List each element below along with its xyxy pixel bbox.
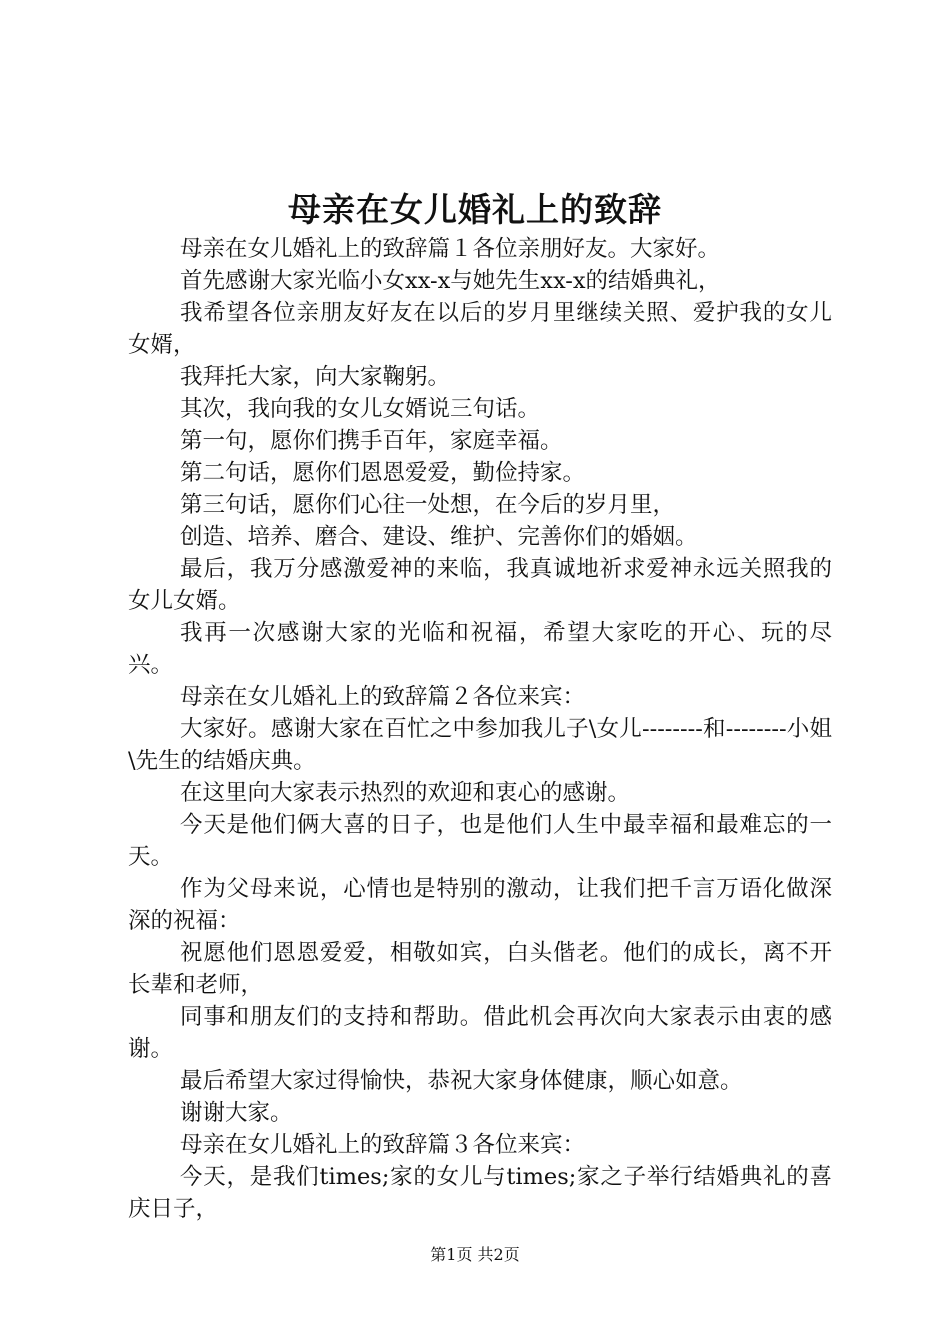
paragraph: 我再一次感谢大家的光临和祝福，希望大家吃的开心、玩的尽兴。 [128, 620, 832, 678]
paragraph: 最后，我万分感激爱神的来临，我真诚地祈求爱神永远关照我的女儿女婿。 [128, 556, 832, 614]
paragraph: 我拜托大家，向大家鞠躬。 [180, 364, 451, 390]
document-title: 母亲在女儿婚礼上的致辞 [288, 190, 662, 229]
paragraph: 谢谢大家。 [180, 1100, 293, 1126]
document-body [128, 233, 832, 1225]
paragraph: 创造、培养、磨合、建设、维护、完善你们的婚姻。 [180, 524, 698, 550]
paragraph: 首先感谢大家光临小女xx-x与她先生xx-x的结婚典礼， [180, 268, 721, 294]
paragraph: 母亲在女儿婚礼上的致辞篇１各位亲朋好友。大家好。 [180, 236, 721, 262]
paragraph: 我希望各位亲朋友好友在以后的岁月里继续关照、爱护我的女儿女婿， [128, 300, 832, 358]
paragraph: 作为父母来说，心情也是特别的激动，让我们把千言万语化做深深的祝福： [128, 876, 832, 934]
paragraph: 第二句话，愿你们恩恩爱爱，勤俭持家。 [180, 460, 586, 486]
paragraph: 其次，我向我的女儿女婿说三句话。 [180, 396, 541, 422]
paragraph: 母亲在女儿婚礼上的致辞篇３各位来宾： [180, 1132, 586, 1158]
paragraph: 第三句话，愿你们心往一处想，在今后的岁月里， [180, 492, 676, 518]
paragraph: 母亲在女儿婚礼上的致辞篇２各位来宾： [180, 684, 586, 710]
paragraph: 今天，是我们times;家的女儿与times;家之子举行结婚典礼的喜庆日子， [128, 1164, 832, 1222]
paragraph: 在这里向大家表示热烈的欢迎和衷心的感谢。 [180, 780, 631, 806]
paragraph: 同事和朋友们的支持和帮助。借此机会再次向大家表示由衷的感谢。 [128, 1004, 832, 1062]
paragraph: 最后希望大家过得愉快，恭祝大家身体健康，顺心如意。 [180, 1068, 743, 1094]
paragraph: 大家好。感谢大家在百忙之中参加我儿子\女儿--------和--------小姐\先生的结婚庆典。 [128, 716, 832, 774]
paragraph: 今天是他们俩大喜的日子，也是他们人生中最幸福和最难忘的一天。 [128, 812, 832, 870]
paragraph: 第一句，愿你们携手百年，家庭幸福。 [180, 428, 563, 454]
page-footer: 第1页 共2页 [430, 1245, 520, 1264]
paragraph: 祝愿他们恩恩爱爱，相敬如宾，白头偕老。他们的成长，离不开长辈和老师， [128, 940, 832, 998]
